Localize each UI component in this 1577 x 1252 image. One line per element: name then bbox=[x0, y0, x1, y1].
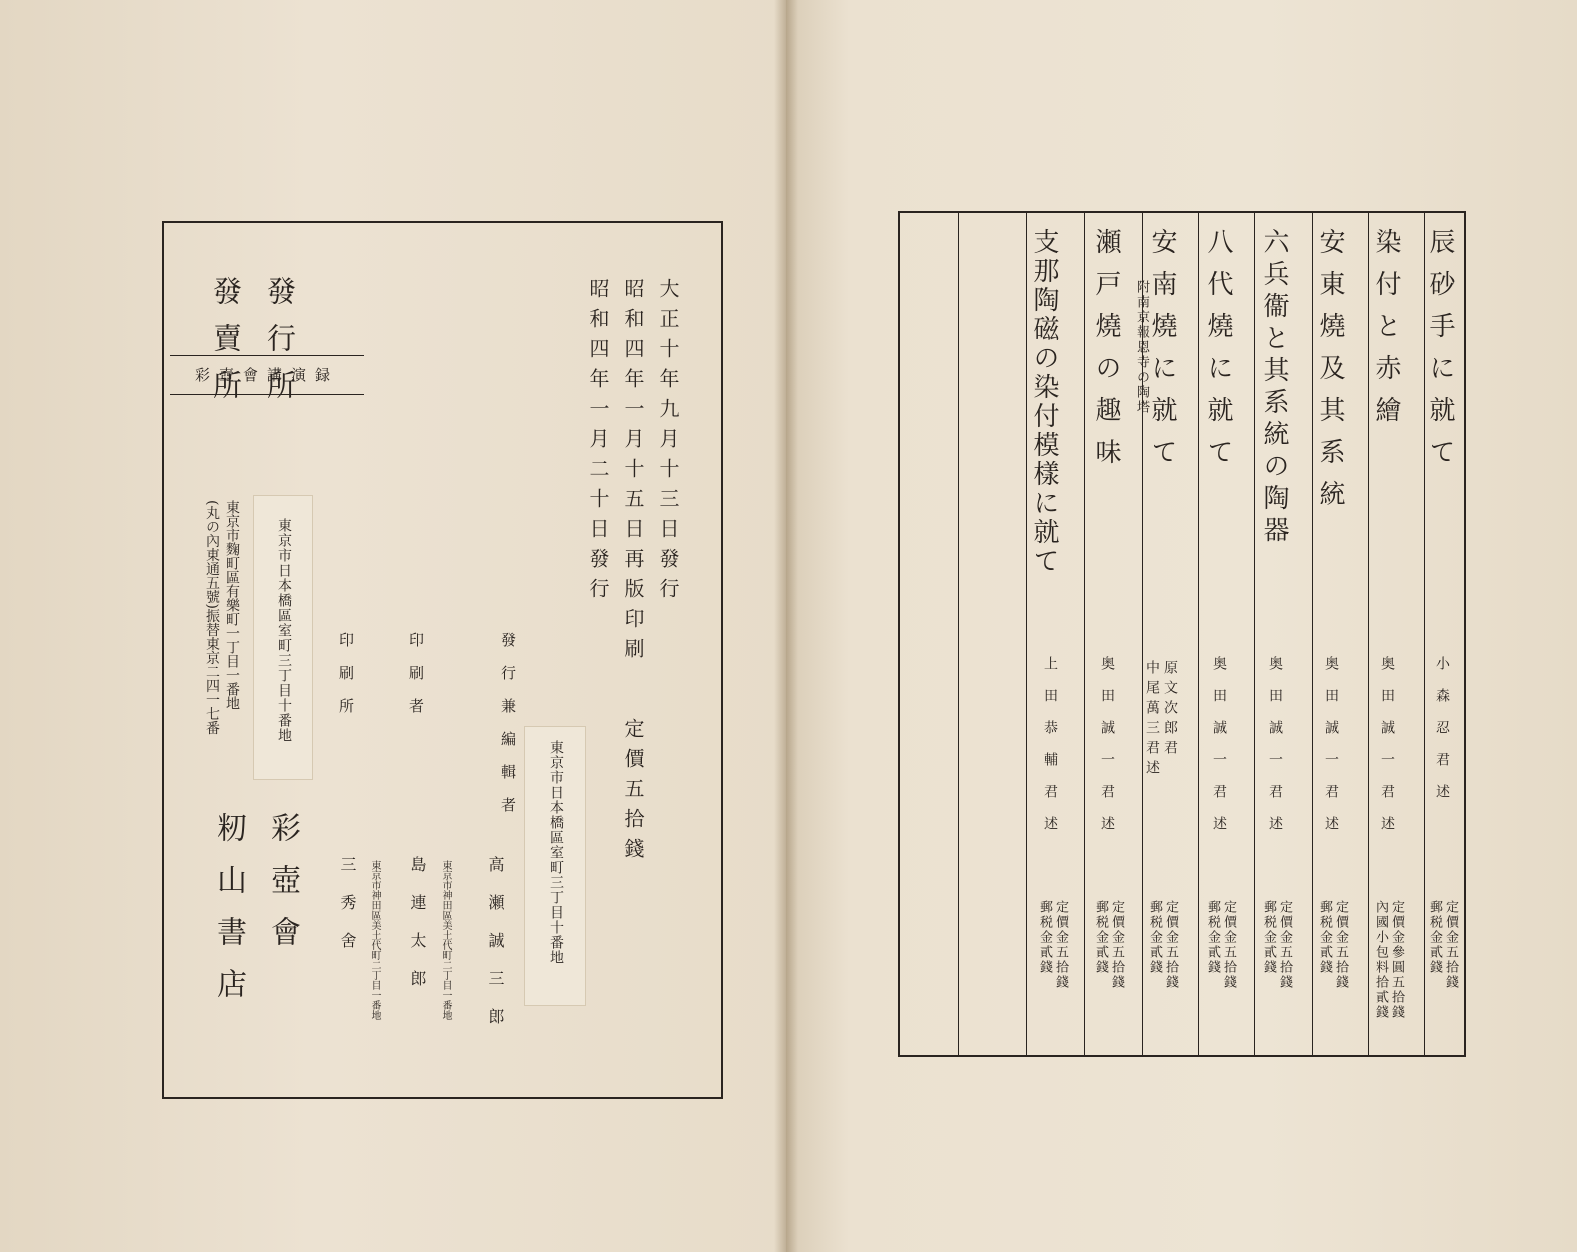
catalog-price-1a: 定價金五拾錢 bbox=[1443, 900, 1458, 990]
book-gutter bbox=[774, 0, 798, 1252]
printing-house-label: 印刷所 bbox=[337, 632, 355, 731]
catalog-price-4a: 定價金五拾錢 bbox=[1277, 900, 1292, 990]
catalog-title-7: 瀬戸燒の趣味 bbox=[1091, 228, 1121, 480]
catalog-author-8: 上田恭輔君述 bbox=[1042, 656, 1058, 848]
catalog-author-4: 奥田誠一君述 bbox=[1267, 656, 1283, 848]
catalog-price-8b: 郵税金貳錢 bbox=[1037, 900, 1052, 975]
catalog-price-7b: 郵税金貳錢 bbox=[1093, 900, 1108, 975]
column-rule bbox=[958, 213, 959, 1055]
reissue-date: 昭和四年一月二十日發行 bbox=[586, 278, 610, 608]
column-rule bbox=[1198, 213, 1199, 1055]
catalog-title-3: 安東燒及其系統 bbox=[1315, 228, 1345, 522]
catalog-price-2b: 內國小包料拾貳錢 bbox=[1373, 900, 1388, 1020]
column-rule bbox=[1254, 213, 1255, 1055]
catalog-title-1: 辰砂手に就て bbox=[1425, 228, 1455, 480]
catalog-price-4 bbox=[1260, 900, 1292, 990]
printer-address: 東京市神田區美土代町二丁目一番地 bbox=[440, 860, 451, 1020]
seller-label: 發賣所 bbox=[209, 276, 243, 417]
catalog-author-6b: 中尾萬三君述 bbox=[1144, 660, 1160, 780]
catalog-price-5 bbox=[1204, 900, 1236, 990]
catalog-price-1 bbox=[1426, 900, 1458, 990]
printer-name: 島連太郎 bbox=[408, 856, 427, 1008]
catalog-title-8: 支那陶磁の染付模樣に就て bbox=[1029, 228, 1059, 576]
catalog-author-1: 小森忍君述 bbox=[1434, 656, 1450, 816]
catalog-author-5: 奥田誠一君述 bbox=[1211, 656, 1227, 848]
seller-address-note: (丸の內東通五號)振替東京二四一七番 bbox=[204, 500, 220, 735]
series-label-text: 彩壺會講演録 bbox=[194, 366, 339, 384]
catalog-price-5a: 定價金五拾錢 bbox=[1221, 900, 1236, 990]
catalog-title-2: 染付と赤繪 bbox=[1371, 228, 1401, 438]
catalog-author-3: 奥田誠一君述 bbox=[1323, 656, 1339, 848]
printing-house-address: 東京市神田區美土代町二丁目一番地 bbox=[369, 860, 380, 1020]
address-strip-lower-text: 東京市日本橋區室町三丁目十番地 bbox=[548, 740, 564, 965]
reprint-date: 昭和四年一月十五日再版印刷 bbox=[621, 278, 645, 668]
address-strip-upper-text: 東京市日本橋區室町三丁目十番地 bbox=[276, 518, 292, 743]
issue-date: 大正十年九月十三日發行 bbox=[656, 278, 680, 608]
seller-address: 東京市麴町區有樂町一丁目一番地 bbox=[224, 500, 240, 710]
catalog-price-7 bbox=[1092, 900, 1124, 990]
catalog-price-5b: 郵税金貳錢 bbox=[1205, 900, 1220, 975]
catalog-price-3 bbox=[1316, 900, 1348, 990]
catalog-price-6b: 郵税金貳錢 bbox=[1147, 900, 1162, 975]
catalog-price-1b: 郵税金貳錢 bbox=[1427, 900, 1442, 975]
catalog-price-3a: 定價金五拾錢 bbox=[1333, 900, 1348, 990]
publisher-name: 彩壺會 bbox=[265, 812, 300, 968]
catalog-author-7: 奥田誠一君述 bbox=[1099, 656, 1115, 848]
catalog-price-3b: 郵税金貳錢 bbox=[1317, 900, 1332, 975]
catalog-price-8a: 定價金五拾錢 bbox=[1053, 900, 1068, 990]
catalog-price-2 bbox=[1372, 900, 1404, 1020]
publisher-editor-name: 高瀬誠三郎 bbox=[486, 856, 505, 1046]
catalog-title-5: 八代燒に就て bbox=[1203, 228, 1233, 480]
catalog-price-2a: 定價金參圓五拾錢 bbox=[1389, 900, 1404, 1020]
catalog-price-4b: 郵税金貳錢 bbox=[1261, 900, 1276, 975]
printing-house-name: 三秀舍 bbox=[338, 856, 357, 970]
printer-label: 印刷者 bbox=[407, 632, 425, 731]
catalog-price-7a: 定價金五拾錢 bbox=[1109, 900, 1124, 990]
catalog-author-2: 奥田誠一君述 bbox=[1379, 656, 1395, 848]
catalog-price-6 bbox=[1146, 900, 1178, 990]
catalog-title-6: 安南燒に就て bbox=[1147, 228, 1177, 480]
publisher-label: 發行所 bbox=[263, 276, 297, 417]
seller-name: 籾山書店 bbox=[211, 812, 246, 1020]
catalog-title-4: 六兵衞と其系統の陶器 bbox=[1259, 228, 1289, 548]
catalog-price-8 bbox=[1036, 900, 1068, 990]
publisher-editor-label: 發行兼編輯者 bbox=[499, 632, 517, 830]
price: 定價五拾錢 bbox=[621, 718, 645, 868]
catalog-author-6a: 原文次郎君 bbox=[1162, 660, 1178, 760]
catalog-subtitle-6: 附南京報恩寺の陶塔 bbox=[1134, 280, 1149, 415]
column-rule bbox=[1084, 213, 1085, 1055]
catalog-price-6a: 定價金五拾錢 bbox=[1163, 900, 1178, 990]
